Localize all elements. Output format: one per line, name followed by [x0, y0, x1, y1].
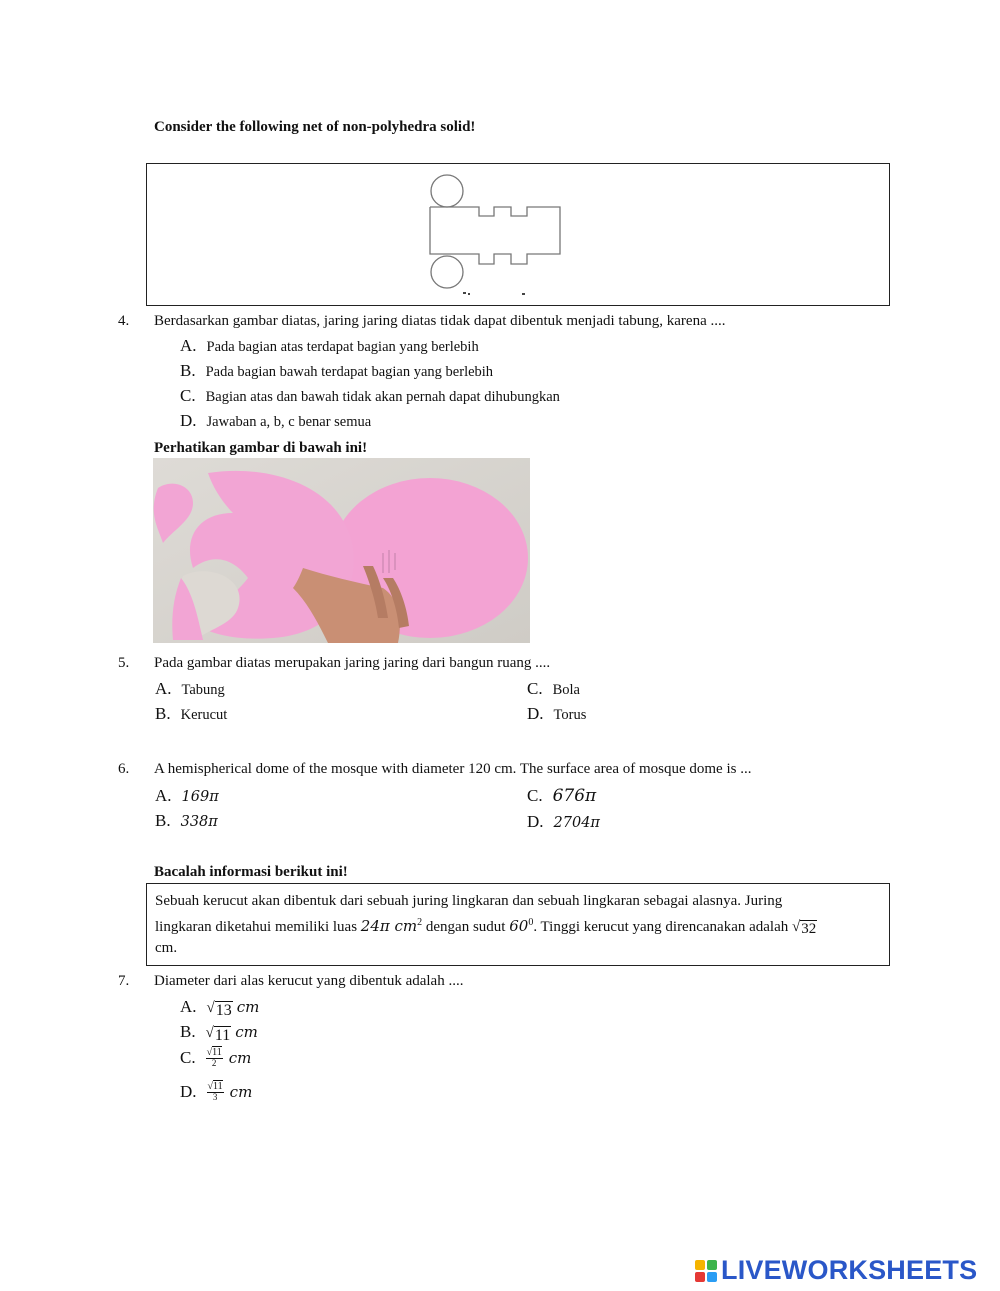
option-text: Tabung [181, 682, 225, 698]
option-letter: D. [527, 704, 544, 723]
cylinder-net-diagram [147, 164, 891, 307]
q4-option-b[interactable] [180, 361, 493, 381]
q7-option-b[interactable] [180, 1022, 258, 1045]
q5-text: Pada gambar diatas merupakan jaring jaring dari bangun ruang .... [154, 655, 551, 671]
option-letter: A. [155, 679, 172, 698]
option-text: Bagian atas dan bawah tidak akan pernah dapat dihubungkan [205, 389, 560, 405]
q7-option-a[interactable] [180, 997, 259, 1020]
option-math: $\frac{√11}{3}$ cm [207, 1081, 253, 1102]
q6-text: A hemispherical dome of the mosque with diameter 120 cm. The surface area of mosque dome is ... [154, 761, 752, 777]
option-letter: C. [527, 679, 543, 698]
q5-option-b[interactable] [155, 704, 227, 724]
q6-option-b[interactable] [155, 811, 218, 831]
info-angle: 60 [509, 917, 529, 935]
option-letter: B. [155, 811, 171, 830]
option-text: 338π [180, 814, 218, 830]
intro-heading: Consider the following net of non-polyhedra solid! [154, 119, 476, 135]
option-text: 169π [181, 789, 219, 805]
option-letter: C. [180, 1047, 196, 1067]
option-letter: D. [180, 1081, 197, 1101]
q6-option-d[interactable] [527, 812, 600, 832]
q4-option-d[interactable] [180, 411, 371, 431]
q4-number: 4. [118, 313, 130, 329]
q4-option-a[interactable] [180, 336, 479, 356]
q6-number: 6. [118, 761, 130, 777]
liveworksheets-logo[interactable] [695, 1255, 977, 1286]
q4-option-c[interactable] [180, 386, 560, 406]
option-letter: A. [180, 997, 197, 1016]
info-line-3: cm. [155, 940, 178, 956]
logo-text: LIVEWORKSHEETS [721, 1255, 978, 1285]
section3-heading: Bacalah informasi berikut ini! [154, 864, 348, 880]
q5-number: 5. [118, 655, 130, 671]
option-text: 2704π [553, 815, 600, 831]
net-figure-box [146, 163, 890, 306]
q5-option-a[interactable] [155, 679, 225, 699]
q7-option-d[interactable] [180, 1081, 252, 1103]
info-line-1: Sebuah kerucut akan dibentuk dari sebuah juring lingkaran dan sebuah lingkaran sebagai alasnya. Juring [155, 893, 783, 909]
option-text: Kerucut [180, 707, 228, 723]
q5-option-c[interactable] [527, 679, 580, 699]
q7-text: Diameter dari alas kerucut yang dibentuk adalah .... [154, 973, 464, 989]
option-letter: D. [527, 812, 544, 831]
option-text: Bola [552, 682, 580, 698]
info-angle-exp: 0 [528, 917, 534, 928]
q6-option-a[interactable] [155, 786, 219, 806]
info-line-2b: dengan sudut [422, 919, 510, 935]
q7-option-c[interactable] [180, 1047, 251, 1069]
q6-option-c[interactable] [527, 786, 596, 806]
option-letter: A. [155, 786, 172, 805]
option-text: Pada bagian atas terdapat bagian yang berlebih [206, 339, 479, 355]
option-letter: C. [527, 786, 543, 805]
info-area-exp: 2 [417, 917, 423, 928]
q7-number: 7. [118, 973, 130, 989]
option-letter: B. [155, 704, 171, 723]
option-math: $\frac{√11}{2}$ cm [206, 1047, 252, 1068]
pink-paper-net-photo [153, 458, 530, 643]
option-letter: B. [180, 361, 196, 380]
option-letter: C. [180, 386, 196, 405]
info-area: 24π cm [360, 917, 418, 935]
info-box [146, 883, 890, 966]
info-line-2a: lingkaran diketahui memiliki luas [155, 919, 361, 935]
q4-text: Berdasarkan gambar diatas, jaring jaring diatas tidak dapat dibentuk menjadi tabung, karena .... [154, 313, 726, 329]
option-text: 676π [552, 786, 597, 806]
option-math: √ 13 cm [206, 998, 260, 1019]
liveworksheets-blocks-icon [695, 1260, 717, 1282]
q5-option-d[interactable] [527, 704, 586, 724]
option-letter: D. [180, 411, 197, 430]
option-text: Pada bagian bawah terdapat bagian yang berlebih [205, 364, 494, 380]
option-letter: B. [180, 1022, 196, 1041]
section2-heading: Perhatikan gambar di bawah ini! [154, 440, 368, 456]
option-math: √ 11 cm [205, 1023, 258, 1044]
info-sqrt-radicand: 32 [801, 921, 817, 937]
option-letter: A. [180, 336, 197, 355]
option-text: Jawaban a, b, c benar semua [206, 414, 372, 430]
info-sqrt: √ 32 [792, 919, 817, 937]
option-text: Torus [553, 707, 587, 723]
info-line-2c: . Tinggi kerucut yang direncanakan adalah [533, 919, 792, 935]
info-line-2 [155, 917, 817, 938]
